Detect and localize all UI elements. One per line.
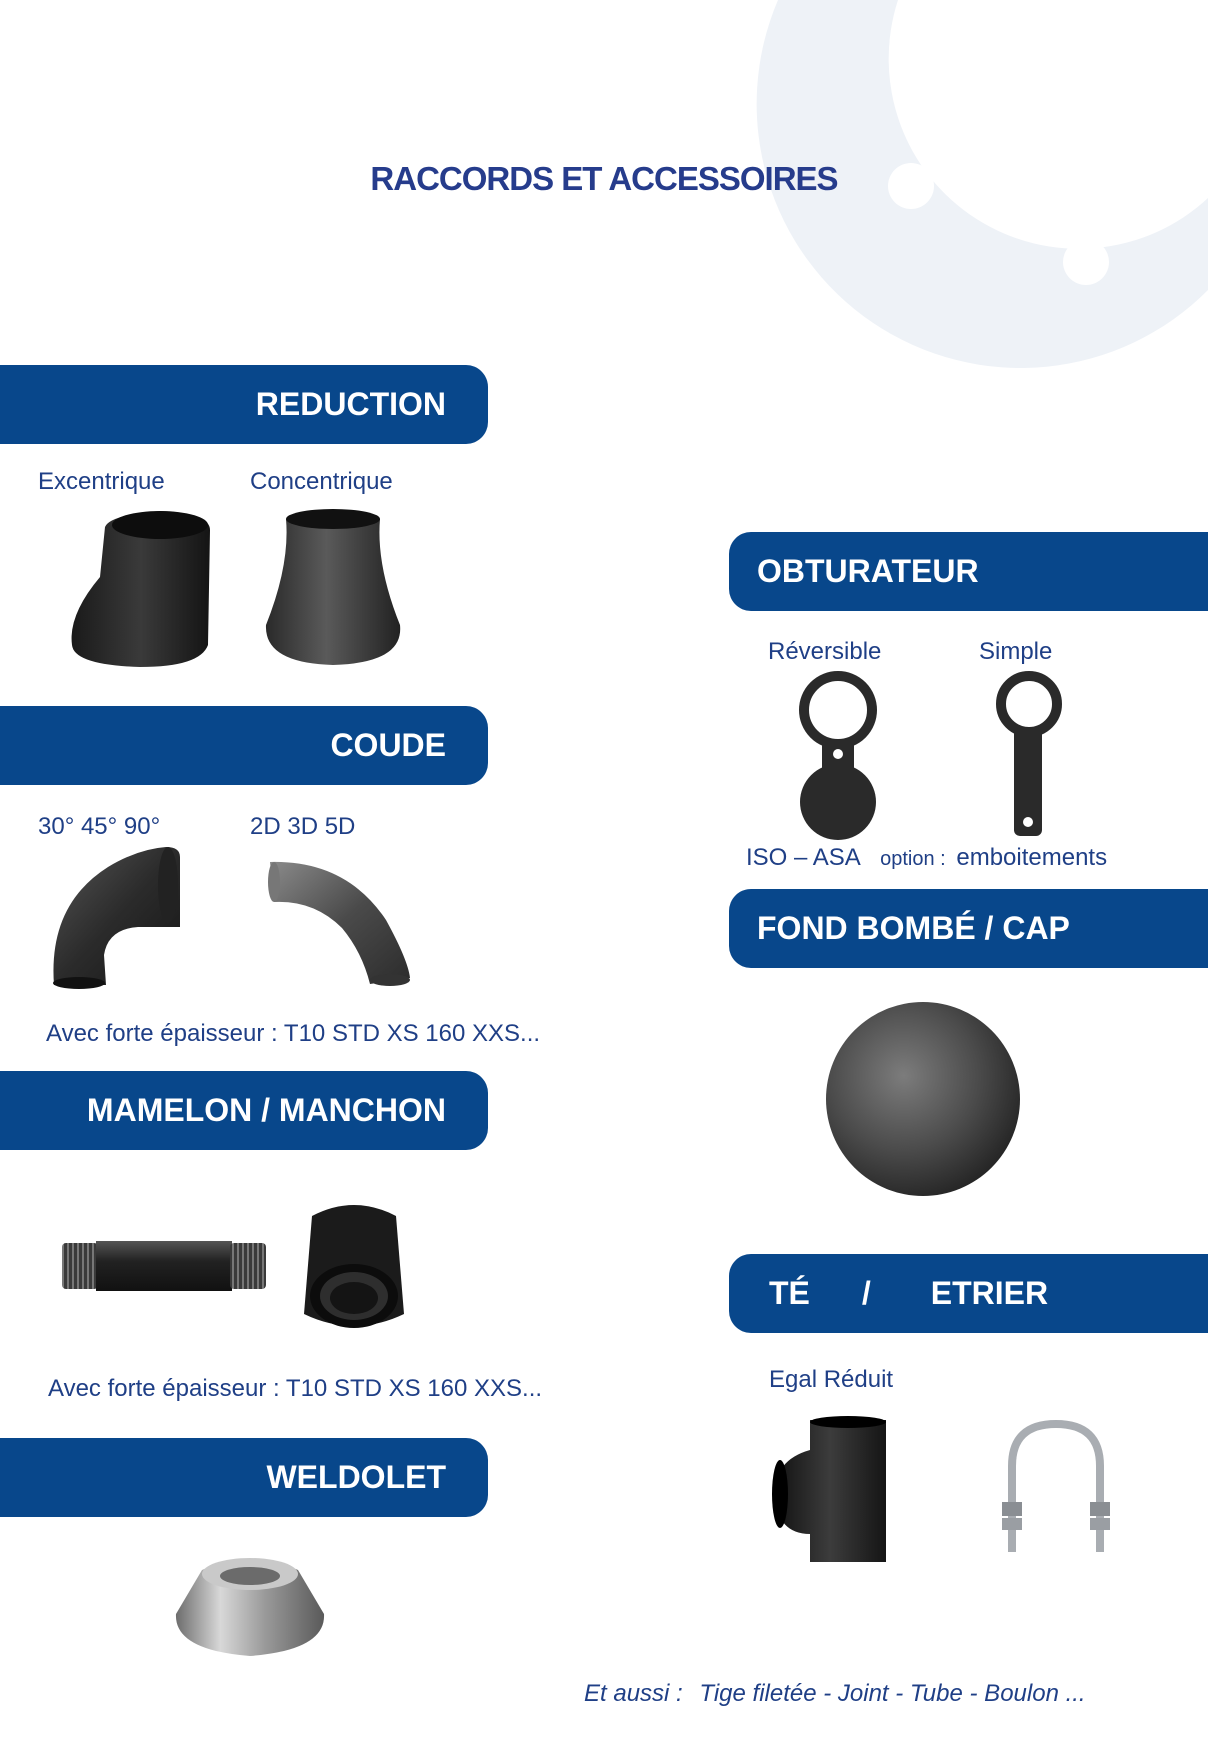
label-egal-reduit: Egal Réduit <box>769 1366 894 1393</box>
label-concentrique: Concentrique <box>250 468 393 495</box>
section-header-mamelon <box>0 1071 488 1150</box>
footer-line <box>584 1680 1086 1708</box>
coude-note: Avec forte épaisseur : T10 STD XS 160 XXS... <box>46 1020 541 1047</box>
section-title: MAMELON / MANCHON <box>86 1092 446 1128</box>
paddle-blind-image <box>994 670 1064 846</box>
pipe-cap-image <box>824 1000 1022 1198</box>
concentric-reducer-image <box>258 505 408 675</box>
u-bolt-image <box>994 1418 1118 1558</box>
spectacle-blind-image <box>792 672 884 842</box>
section-title: OBTURATEUR <box>757 553 979 589</box>
section-title: WELDOLET <box>266 1459 446 1495</box>
section-header-te-etrier <box>729 1254 1208 1333</box>
section-title-te: TÉ <box>769 1275 810 1311</box>
section-header-coude <box>0 706 488 785</box>
note-option: option : <box>880 848 946 870</box>
section-title: REDUCTION <box>255 386 446 422</box>
section-header-obturateur <box>729 532 1208 611</box>
weldolet-image <box>172 1550 328 1660</box>
note-iso-asa: ISO – ASA <box>746 844 860 871</box>
label-excentrique: Excentrique <box>38 468 165 495</box>
label-angles: 30° 45° 90° <box>38 813 161 840</box>
section-header-fond-bombe <box>729 889 1208 968</box>
obturateur-note <box>746 844 1107 872</box>
elbow-grey-image <box>266 860 416 990</box>
eccentric-reducer-image <box>60 505 220 675</box>
tee-fitting-image <box>770 1416 894 1568</box>
coupling-sleeve-image <box>298 1196 410 1336</box>
footer-lead: Et aussi : <box>584 1680 683 1707</box>
page-title: RACCORDS ET ACCESSOIRES <box>370 160 838 197</box>
section-title: COUDE <box>330 727 446 763</box>
label-radius: 2D 3D 5D <box>250 813 356 840</box>
section-title-separator: / <box>861 1275 871 1311</box>
nipple-pipe-image <box>62 1237 266 1295</box>
label-simple: Simple <box>979 638 1053 665</box>
footer-items: Tige filetée - Joint - Tube - Boulon ... <box>699 1680 1086 1707</box>
section-title-etrier: ETRIER <box>930 1275 1049 1311</box>
mamelon-note: Avec forte épaisseur : T10 STD XS 160 XXS... <box>48 1375 543 1402</box>
section-header-weldolet <box>0 1438 488 1517</box>
label-reversible: Réversible <box>768 638 882 665</box>
note-emboitements: emboitements <box>956 844 1108 871</box>
section-title: FOND BOMBÉ / CAP <box>757 910 1070 946</box>
section-header-reduction <box>0 365 488 444</box>
elbow-black-image <box>48 845 188 990</box>
